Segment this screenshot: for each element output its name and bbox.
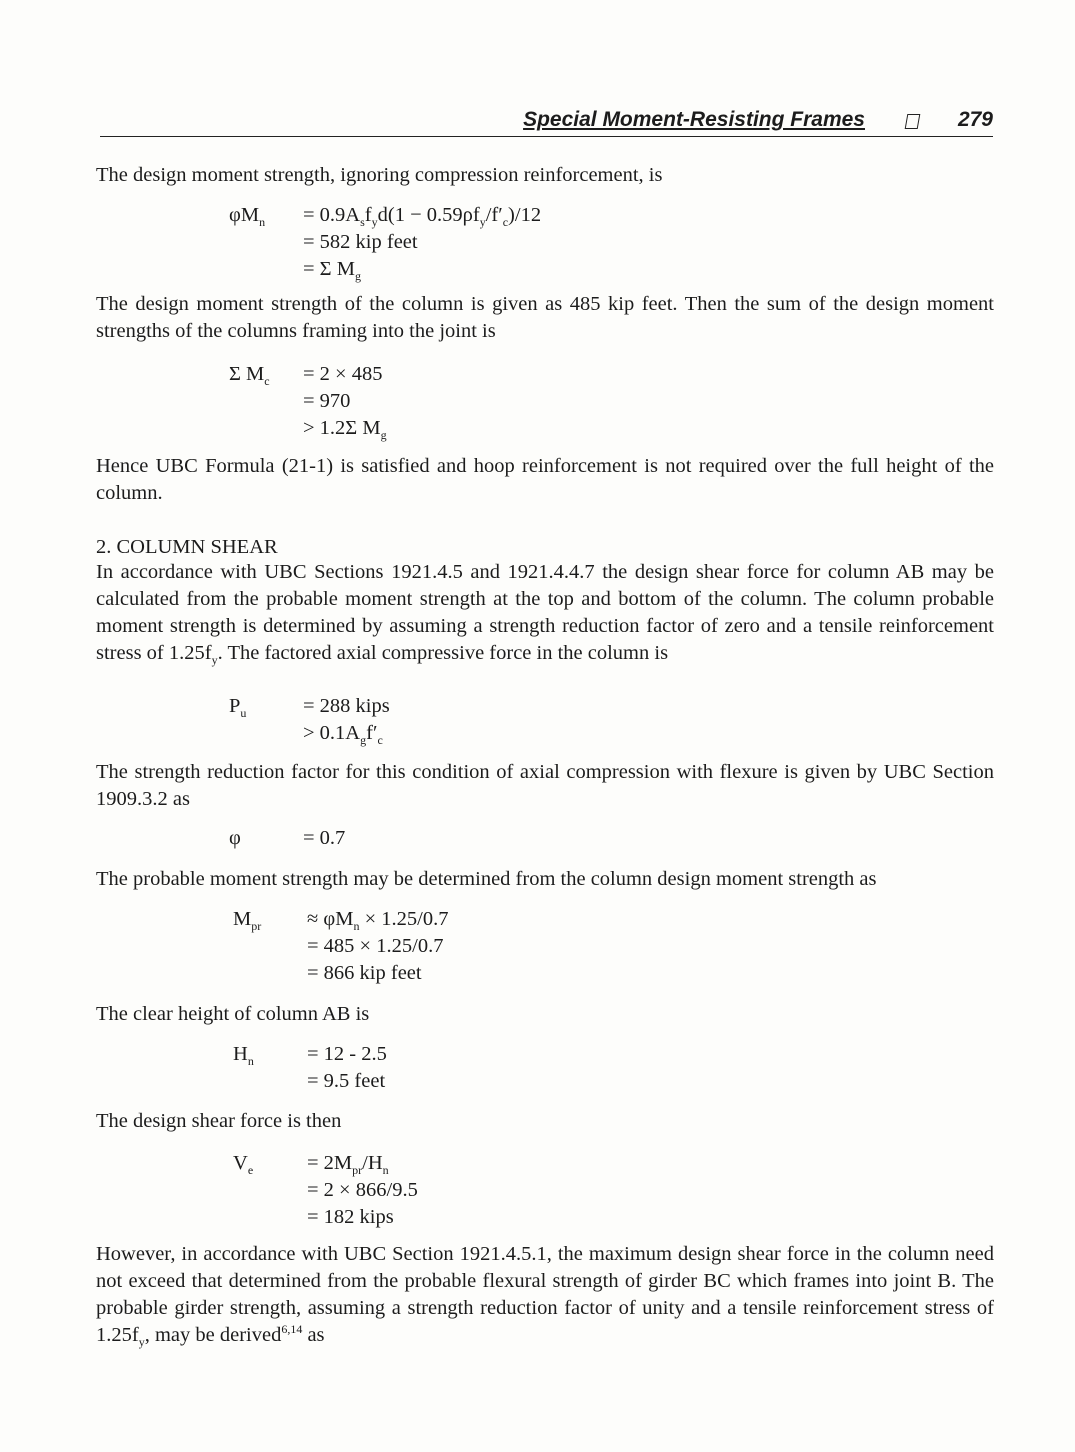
eq-line: = 2 × 866/9.5 — [307, 1179, 418, 1201]
paragraph-4-text: In accordance with UBC Sections 1921.4.5 and 1921.4.4.7 the design shear force for column AB may be calculated from the probable moment strength at the top and bottom of the column. The column probable moment strength is determined by assuming a strength reduction factor of zero and a tensile reinforcement stress of 1.25f — [96, 561, 994, 664]
header-title: Special Moment-Resisting Frames — [523, 108, 865, 131]
eq-line: = 866 kip feet — [307, 962, 422, 984]
eq-rhs — [307, 1150, 418, 1231]
paragraph-9-text: However, in accordance with UBC Section 1921.4.5.1, the maximum design shear force in the column need not exceed that determined from the probable flexural strength of girder BC which frames into joint B. The probable girder strength, assuming a strength reduction factor of unity and a tensile reinforcement stress of 1.25f — [96, 1243, 994, 1346]
paragraph-4-text-end: . The factored axial compressive force in the column is — [217, 642, 669, 664]
eq-line: = 288 kips — [303, 695, 390, 717]
eq-line: = 485 × 1.25/0.7 — [307, 935, 444, 957]
eq-rhs — [303, 361, 387, 442]
eq-rhs — [303, 693, 390, 747]
paragraph-8: The design shear force is then — [96, 1110, 342, 1132]
eq-line: = 0.7 — [303, 827, 346, 849]
eq-line: > $0.1A_gf'_c$ — [303, 722, 383, 748]
paragraph-5: The strength reduction factor for this condition of axial compression with flexure is given by UBC Section 1909.3.2 as — [96, 761, 994, 810]
eq-rhs — [307, 1041, 387, 1095]
eq-line: = 970 — [303, 390, 351, 412]
eq-line: = $2M_{pr}/H_n$ — [307, 1152, 389, 1178]
paragraph-2: The design moment strength of the column is given as 485 kip feet. Then the sum of the design moment strengths of the columns framing into the joint is — [96, 293, 994, 342]
eq-line: = Σ $M_g$ — [303, 258, 361, 284]
eq-rhs — [303, 202, 541, 283]
page-number: 279 — [957, 108, 993, 131]
eq-line: ≈ $\varphi M_n \times 1.25/0.7$ — [307, 908, 449, 934]
section-heading: 2. COLUMN SHEAR — [96, 536, 278, 558]
eq-lhs: $V_e$ — [233, 1152, 254, 1178]
paragraph-1: The design moment strength, ignoring compression reinforcement, is — [96, 164, 663, 186]
eq-line: = $0.9A_sf_yd(1 - 0.59\rho f_y/f'_c)/12$ — [303, 204, 542, 230]
eq-line: = 2 × 485 — [303, 363, 383, 385]
eq-lhs: $H_n$ — [233, 1043, 254, 1069]
paragraph-6: The probable moment strength may be determined from the column design moment strength as — [96, 868, 877, 890]
paragraph-4: In accordance with UBC Sections 1921.4.5 and 1921.4.4.7 the design shear force for column AB may be calculated from the probable moment strength at the top and bottom of the column. The column probable moment strength is determined by assuming a strength reduction factor of zero and a tensile reinforcement stress of $1.25f_y$. The factored axial compressive force in the column is — [96, 561, 994, 668]
eq-lhs: $M_{pr}$ — [233, 908, 262, 934]
box-icon — [905, 114, 921, 129]
eq-rhs — [307, 906, 448, 987]
paragraph-3: Hence UBC Formula (21-1) is satisfied and hoop reinforcement is not required over the full height of the column. — [96, 455, 994, 504]
paragraph-9-text-mid: , may be derived — [144, 1324, 282, 1346]
eq-lhs: $\varphi M_n$ — [229, 204, 266, 230]
eq-lhs: φ — [229, 827, 241, 849]
running-header — [100, 106, 993, 137]
eq-line: = 12 - 2.5 — [307, 1043, 387, 1065]
eq-lhs: Σ $M_c$ — [229, 363, 270, 389]
paragraph-9: However, in accordance with UBC Section 1921.4.5.1, the maximum design shear force in the column need not exceed that determined from the probable flexural strength of girder BC which frames into joint B. The probable girder strength, assuming a strength reduction factor of unity and a tensile reinforcement stress of $1.25f_y$, may be derived$^{6,14}$ as — [96, 1243, 994, 1350]
paragraph-9-text-end: as — [302, 1324, 325, 1346]
reference-superscript: 6,14 — [281, 1322, 303, 1337]
eq-line: = 582 kip feet — [303, 231, 418, 253]
paragraph-7: The clear height of column AB is — [96, 1003, 370, 1025]
eq-line: = 9.5 feet — [307, 1070, 386, 1092]
eq-rhs — [303, 825, 345, 852]
eq-lhs: $P_u$ — [229, 695, 247, 721]
eq-line: = 182 kips — [307, 1206, 394, 1228]
eq-line: > 1.2Σ $M_g$ — [303, 417, 387, 443]
